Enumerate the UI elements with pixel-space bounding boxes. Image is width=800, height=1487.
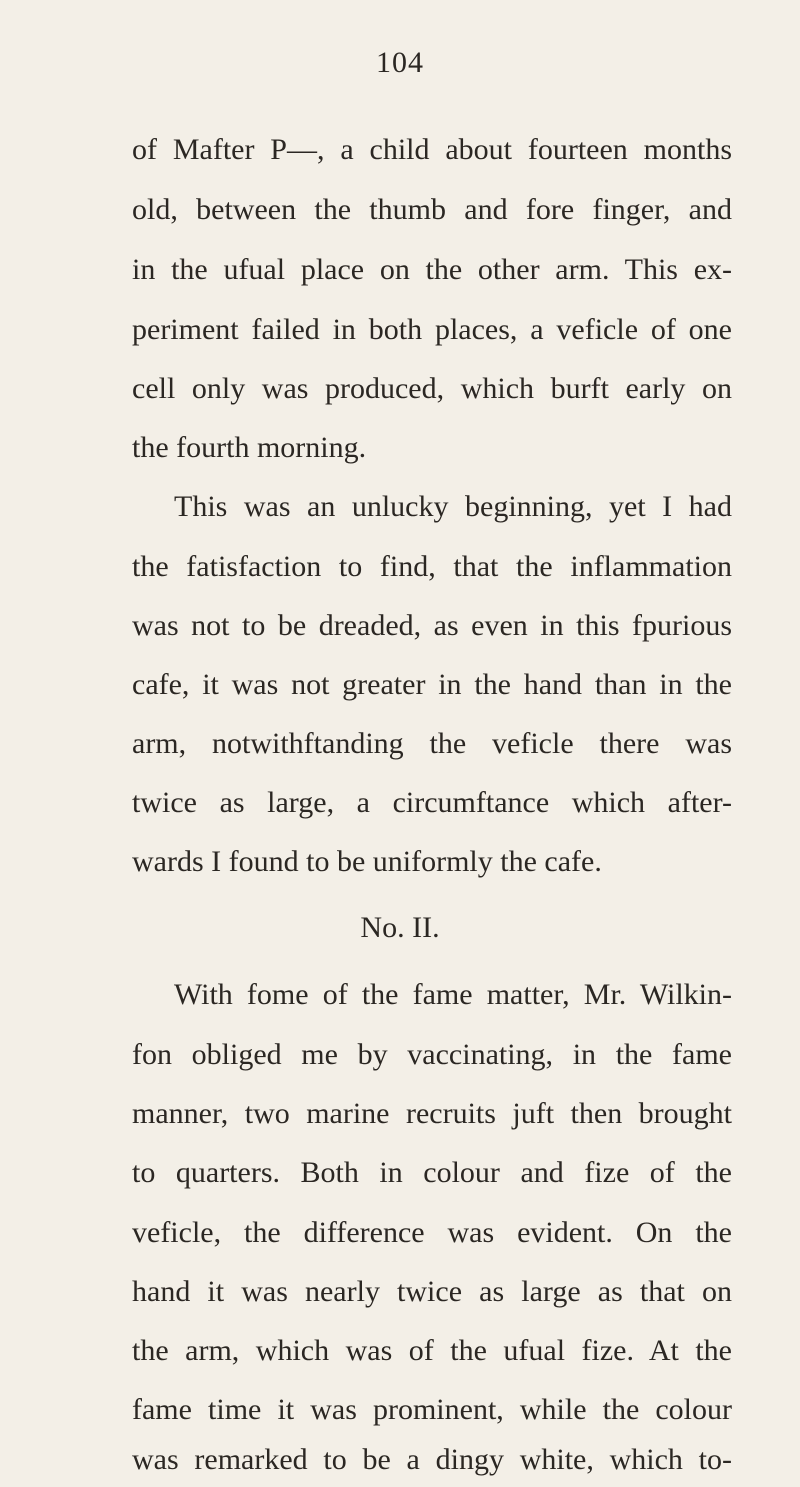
text-line: veficle, the difference was evident. On the (132, 1216, 732, 1249)
text-line: arm, notwithftanding the veficle there was (132, 727, 732, 760)
text-line: cell only was produced, which burft early on (132, 372, 732, 405)
text-line: With fome of the fame matter, Mr. Wilkin- (174, 978, 732, 1011)
text-line: This was an unlucky beginning, yet I had (174, 490, 732, 523)
text-line: manner, two marine recruits juft then brought (132, 1097, 732, 1130)
text-line: the fatisfaction to find, that the inflammation (132, 550, 732, 583)
text-line: twice as large, a circumftance which after- (132, 786, 732, 819)
text-line: of Mafter P—, a child about fourteen months (132, 133, 732, 166)
text-line: fame time it was prominent, while the colour (132, 1393, 732, 1426)
text-line: cafe, it was not greater in the hand than in the (132, 668, 732, 701)
text-line: to quarters. Both in colour and fize of the (132, 1156, 732, 1189)
text-line: old, between the thumb and fore finger, and (132, 193, 732, 226)
text-line: the arm, which was of the ufual fize. At the (132, 1334, 732, 1367)
text-line: in the ufual place on the other arm. This ex- (132, 253, 732, 286)
page-number: 104 (376, 46, 424, 79)
text-line: was not to be dreaded, as even in this fpurious (132, 609, 732, 642)
text-line: fon obliged me by vaccinating, in the fame (132, 1038, 732, 1071)
text-line: the fourth morning. (132, 431, 367, 464)
section-heading: No. II. (360, 911, 440, 944)
text-line: wards I found to be uniformly the cafe. (132, 845, 602, 878)
text-line: hand it was nearly twice as large as that on (132, 1275, 732, 1308)
text-line: was remarked to be a dingy white, which to- (132, 1443, 732, 1476)
text-line: periment failed in both places, a veficle of one (132, 313, 732, 346)
